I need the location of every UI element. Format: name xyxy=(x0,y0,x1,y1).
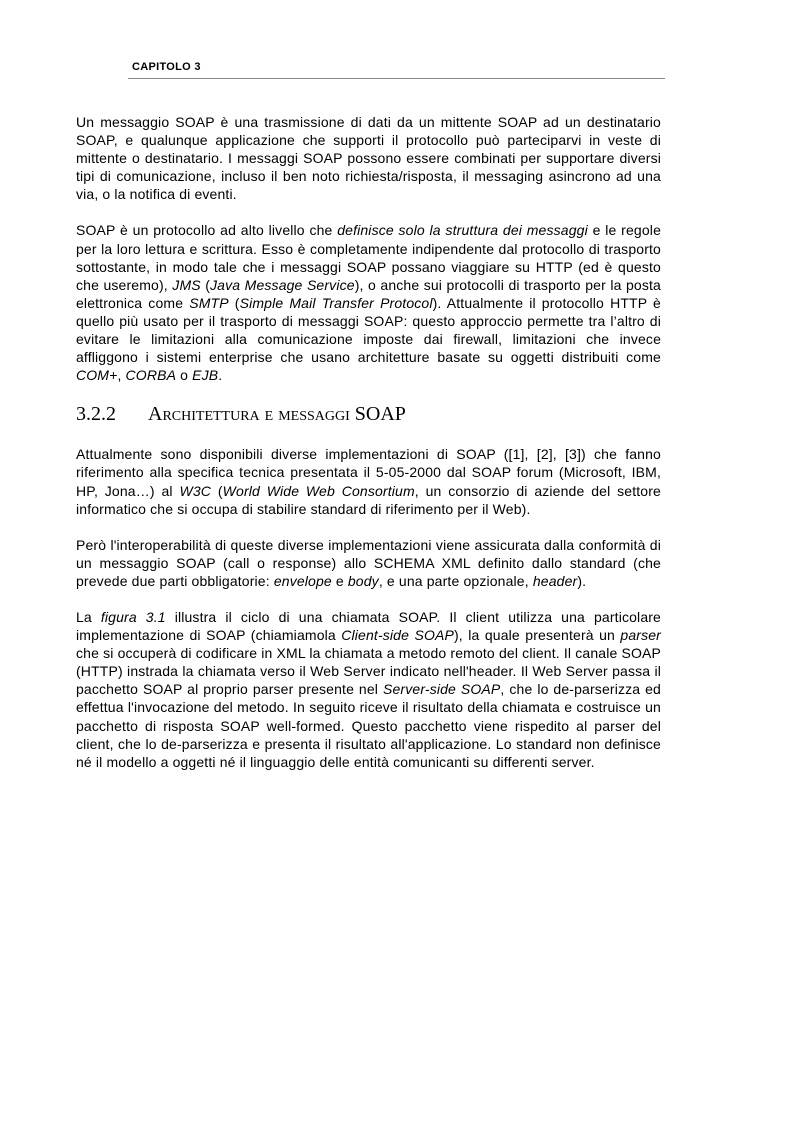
emphasis-text: parser xyxy=(620,627,661,644)
body-text xyxy=(76,113,661,789)
paragraph-text: e le regole per la loro lettura e scrittura. Esso è completamente indipendente dal protocollo di trasporto sottostante, in modo tale che i messaggi SOAP possano viaggiare su HTTP (ed è questo che useremo), xyxy=(76,222,662,293)
paragraph-text: , e una parte opzionale, xyxy=(378,572,533,589)
paragraph-text: , xyxy=(117,367,126,384)
paragraph-text: . xyxy=(218,367,223,384)
emphasis-text: Java Message Service xyxy=(210,276,355,293)
section-number: 3.2.2 xyxy=(76,403,116,426)
paragraph-soap-call-cycle xyxy=(76,608,661,771)
section-heading xyxy=(76,402,661,426)
header-rule xyxy=(128,78,665,79)
emphasis-text: Client-side SOAP xyxy=(341,627,454,644)
emphasis-text: definisce solo la struttura dei messaggi xyxy=(337,222,588,239)
running-header: CAPITOLO 3 xyxy=(132,61,201,73)
paragraph-implementations xyxy=(76,445,661,517)
paragraph-text: , che lo de-parserizza ed effettua l'invocazione del metodo. In seguito riceve il risultato della chiamata e costruisce un pacchetto di risposta SOAP well-formed. Questo pacchetto viene rispedito al parser del client, che lo de-parserizza e presenta il risultato all'applicazione. Lo standard non definisce né il modello a oggetti né il linguaggio delle entità comunicanti su differenti server. xyxy=(76,681,661,770)
emphasis-text: SMTP xyxy=(189,294,229,311)
emphasis-text: envelope xyxy=(273,572,332,589)
emphasis-text: CORBA xyxy=(125,367,177,384)
section-title: Architettura e messaggi SOAP xyxy=(148,403,406,426)
emphasis-text: figura 3.1 xyxy=(100,608,166,625)
paragraph-text: ). xyxy=(577,572,587,589)
paragraph-interoperability xyxy=(76,536,661,590)
paragraph-text: La xyxy=(76,608,101,625)
paragraph-text: ), la quale presenterà un xyxy=(453,627,621,644)
emphasis-text: EJB xyxy=(192,367,219,384)
paragraph-text: Però l'interoperabilità di queste diverse implementazioni viene assicurata dalla conformità di un messaggio SOAP (call o response) allo SCHEMA XML definito dallo standard (che prevede due parti obbligatorie: xyxy=(76,536,661,589)
emphasis-text: W3C xyxy=(179,482,212,499)
paragraph-text: e xyxy=(331,572,348,589)
paragraph-text: Attualmente sono disponibili diverse implementazioni di SOAP ([1], [2], [3]) che fanno riferimento alla specifica tecnica presentata il 5-05-2000 dal SOAP forum (Microsoft, IBM, HP, Jona…) al xyxy=(76,446,661,499)
emphasis-text: body xyxy=(347,572,379,589)
emphasis-text: header xyxy=(532,572,578,589)
paragraph-text: ( xyxy=(211,482,223,499)
paragraph-text: , un consorzio di aziende del settore informatico che si occupa di stabilire standard di riferimento per il Web). xyxy=(76,482,661,517)
paragraph-text: ). Attualmente il protocollo HTTP è quello più usato per il trasporto di messaggi SOAP: questo approccio permette tra l’altro di evitare le limitazioni alla comunicazione imposte dai firewall, limitazioni che invece affliggono i sistemi enterprise che usano architetture basate su oggetti distribuiti come xyxy=(76,294,661,366)
paragraph-text: illustra il ciclo di una chiamata SOAP. Il client utilizza una particolare implementazione di SOAP (chiamiamola xyxy=(76,608,661,644)
paragraph-text: ( xyxy=(228,294,240,311)
emphasis-text: Simple Mail Transfer Protocol xyxy=(239,294,433,311)
paragraph-soap-protocol xyxy=(76,221,661,384)
emphasis-text: COM+ xyxy=(76,367,118,384)
paragraph-text: Un messaggio SOAP è una trasmissione di dati da un mittente SOAP ad un destinatario SOAP, e qualunque applicazione che supporti il protocollo può parteciparvi in veste di mittente o destinatario. I messaggi SOAP possono essere combinati per supportare diversi tipi di comunicazione, incluso il ben noto richiesta/risposta, il messaging asincrono ad una via, o la notifica di eventi. xyxy=(76,114,661,203)
paragraph-text: ), o anche sui protocolli di trasporto per la posta elettronica come xyxy=(76,276,661,311)
emphasis-text: JMS xyxy=(172,276,201,293)
paragraph-soap-message xyxy=(76,113,661,203)
paragraph-text: ( xyxy=(200,276,211,293)
emphasis-text: World Wide Web Consortium xyxy=(222,482,415,499)
emphasis-text: Server-side SOAP xyxy=(383,681,501,698)
paragraph-text: SOAP è un protocollo ad alto livello che xyxy=(76,222,338,239)
paragraph-text: che si occuperà di codificare in XML la chiamata a metodo remoto del client. Il canale SOAP (HTTP) instrada la chiamata verso il Web Server indicato nell'header. Il Web Server passa il pacchetto SOAP al proprio parser presente nel xyxy=(76,645,661,698)
paragraph-text: o xyxy=(176,367,193,384)
